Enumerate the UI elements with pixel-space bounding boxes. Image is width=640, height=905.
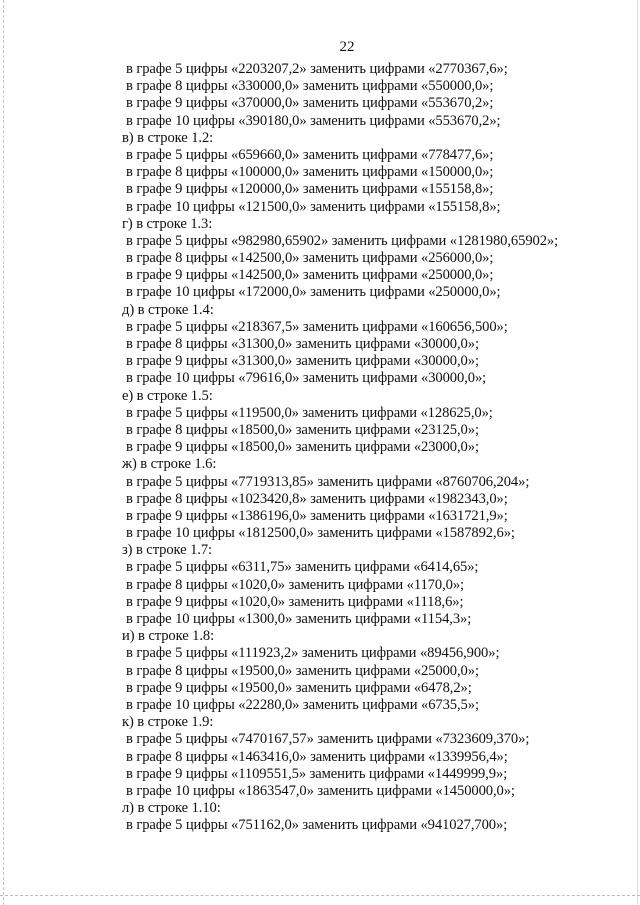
amendment-line: в графе 9 цифры «1386196,0» заменить цифрами «1631721,9»; — [126, 507, 508, 524]
amendment-line: в графе 8 цифры «330000,0» заменить цифрами «550000,0»; — [126, 78, 494, 95]
section-marker: е) в строке 1.5: — [122, 387, 213, 404]
section-marker: л) в строке 1.10: — [122, 800, 221, 817]
section-marker: г) в строке 1.3: — [122, 215, 213, 232]
scan-bottom-edge — [0, 895, 640, 896]
amendment-line: в графе 9 цифры «370000,0» заменить цифрами «553670,2»; — [126, 95, 494, 112]
section-marker: з) в строке 1.7: — [122, 542, 212, 559]
amendment-line: в графе 8 цифры «1463416,0» заменить цифрами «1339956,4»; — [126, 748, 508, 765]
amendment-line: в графе 8 цифры «1023420,8» заменить цифрами «1982343,0»; — [126, 490, 508, 507]
amendment-line: в графе 10 цифры «1863547,0» заменить цифрами «1450000,0»; — [126, 782, 515, 799]
amendment-line: в графе 10 цифры «22280,0» заменить цифрами «6735,5»; — [126, 696, 479, 713]
amendment-line: в графе 8 цифры «19500,0» заменить цифрами «25000,0»; — [126, 662, 479, 679]
amendment-line: в графе 9 цифры «120000,0» заменить цифрами «155158,8»; — [126, 181, 494, 198]
page-number: 22 — [339, 39, 355, 55]
amendment-line: в графе 5 цифры «982980,65902» заменить цифрами «1281980,65902»; — [126, 232, 559, 249]
amendment-line: в графе 5 цифры «7470167,57» заменить цифрами «7323609,370»; — [126, 731, 530, 748]
amendment-line: в графе 8 цифры «31300,0» заменить цифрами «30000,0»; — [126, 336, 479, 352]
amendment-line: в графе 5 цифры «751162,0» заменить цифрами «941027,700»; — [126, 817, 508, 834]
scan-right-edge — [637, 0, 638, 905]
amendment-line: в графе 10 цифры «390180,0» заменить цифрами «553670,2»; — [126, 112, 501, 129]
amendment-line: в графе 5 цифры «7719313,85» заменить цифрами «8760706,204»; — [126, 473, 530, 490]
amendment-line: в графе 5 цифры «6311,75» заменить цифрами «6414,65»; — [126, 559, 479, 576]
amendment-line: в графе 9 цифры «31300,0» заменить цифрами «30000,0»; — [126, 353, 479, 370]
amendment-line: в графе 5 цифры «119500,0» заменить цифрами «128625,0»; — [126, 404, 493, 421]
amendment-line: в графе 9 цифры «1020,0» заменить цифрами «1118,6»; — [126, 593, 464, 610]
amendment-line: в графе 10 цифры «1300,0» заменить цифрами «1154,3»; — [126, 611, 472, 627]
amendment-line: в графе 8 цифры «100000,0» заменить цифрами «150000,0»; — [126, 164, 494, 181]
amendment-line: в графе 10 цифры «79616,0» заменить цифрами «30000,0»; — [126, 370, 487, 387]
amendment-line: в графе 8 цифры «18500,0» заменить цифрами «23125,0»; — [126, 421, 479, 438]
section-marker: к) в строке 1.9: — [122, 714, 214, 731]
amendment-line: в графе 5 цифры «218367,5» заменить цифрами «160656,500»; — [126, 318, 508, 335]
section-marker: д) в строке 1.4: — [122, 301, 214, 318]
section-marker: в) в строке 1.2: — [122, 129, 214, 146]
amendment-line: в графе 5 цифры «2203207,2» заменить цифрами «2770367,6»; — [126, 61, 508, 77]
amendment-line: в графе 10 цифры «172000,0» заменить цифрами «250000,0»; — [126, 284, 501, 301]
amendment-line: в графе 8 цифры «1020,0» заменить цифрами «1170,0»; — [126, 576, 464, 593]
amendment-line: в графе 9 цифры «1109551,5» заменить цифрами «1449999,9»; — [126, 765, 508, 782]
amendment-line: в графе 9 цифры «18500,0» заменить цифрами «23000,0»; — [126, 439, 479, 456]
amendment-line: в графе 9 цифры «19500,0» заменить цифрами «6478,2»; — [126, 679, 472, 696]
section-marker: и) в строке 1.8: — [122, 628, 215, 645]
amendment-line: в графе 5 цифры «659660,0» заменить цифрами «778477,6»; — [126, 146, 494, 163]
amendment-list — [122, 61, 636, 834]
section-marker: ж) в строке 1.6: — [122, 456, 217, 473]
amendment-line: в графе 10 цифры «121500,0» заменить цифрами «155158,8»; — [126, 198, 501, 215]
scan-left-edge — [3, 0, 4, 905]
amendment-line: в графе 5 цифры «111923,2» заменить цифрами «89456,900»; — [126, 645, 500, 662]
amendment-line: в графе 9 цифры «142500,0» заменить цифрами «250000,0»; — [126, 267, 494, 284]
amendment-line: в графе 10 цифры «1812500,0» заменить цифрами «1587892,6»; — [126, 525, 515, 542]
amendment-line: в графе 8 цифры «142500,0» заменить цифрами «256000,0»; — [126, 250, 494, 267]
